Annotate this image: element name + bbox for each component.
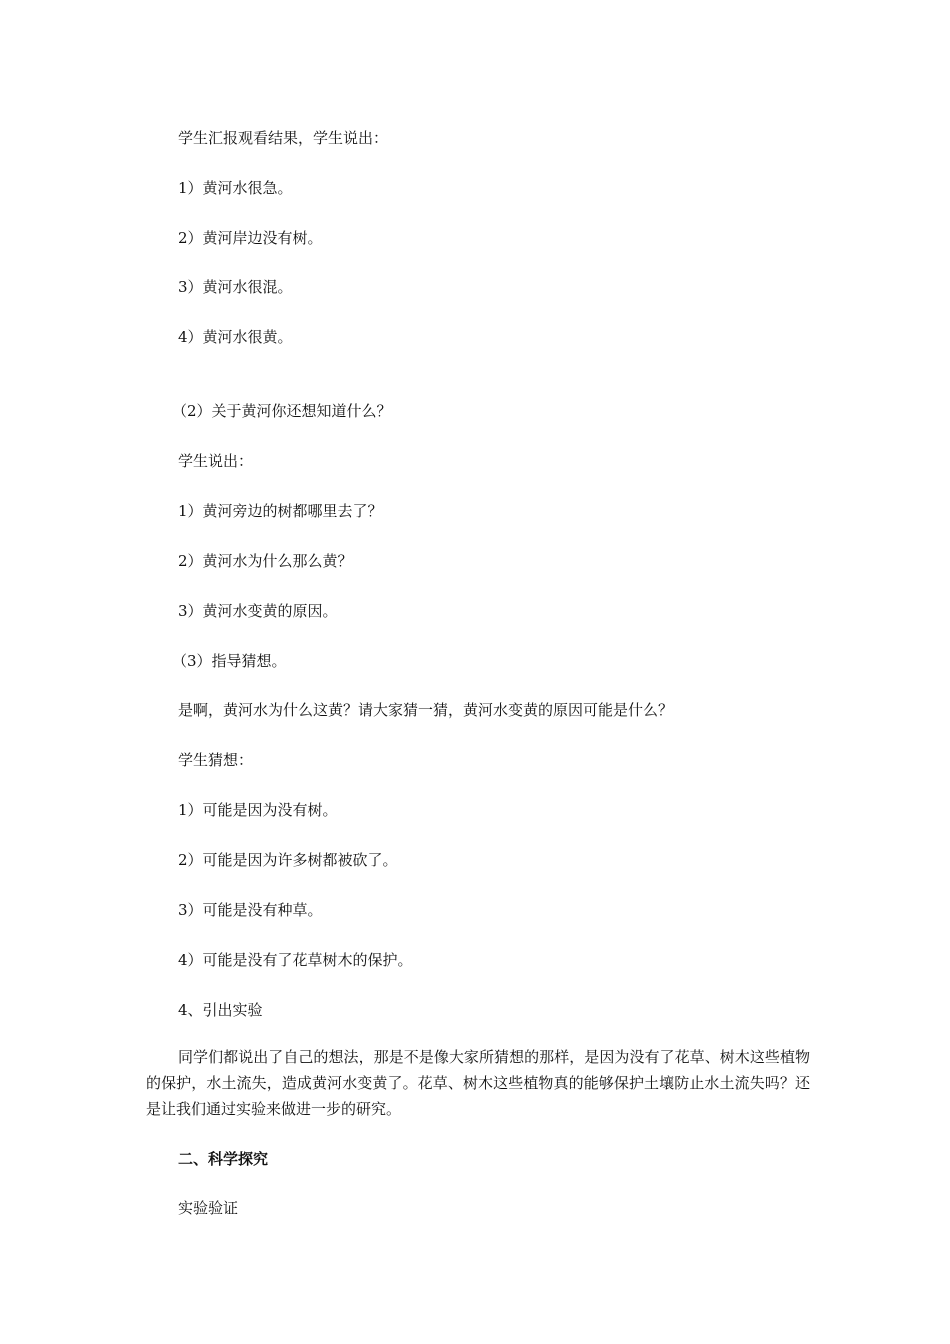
text-line: 2）可能是因为许多树都被砍了。: [178, 851, 398, 869]
text-line: 3）可能是没有种草。: [178, 901, 323, 919]
text-line: （3）指导猜想。: [172, 652, 287, 670]
text-line: 4）可能是没有了花草树木的保护。: [178, 951, 413, 969]
text-line: 学生汇报观看结果，学生说出：: [178, 129, 389, 147]
text-line: 3）黄河水变黄的原因。: [178, 602, 338, 620]
text-line: （2）关于黄河你还想知道什么？: [172, 402, 392, 420]
text-line: 1）黄河旁边的树都哪里去了？: [178, 502, 383, 520]
text-line: 2）黄河岸边没有树。: [178, 229, 323, 247]
text-line: 3）黄河水很混。: [178, 278, 293, 296]
text-line: 实验验证: [178, 1199, 239, 1217]
text-line: 4）黄河水很黄。: [178, 328, 293, 346]
text-line: 是啊，黄河水为什么这黄？请大家猜一猜，黄河水变黄的原因可能是什么？: [178, 701, 674, 719]
text-line: 2）黄河水为什么那么黄？: [178, 552, 353, 570]
text-line: 1）黄河水很急。: [178, 179, 293, 197]
text-line: 学生说出：: [178, 452, 254, 470]
text-line: 4、引出实验: [178, 1001, 263, 1019]
section-heading: 二、科学探究: [178, 1150, 269, 1168]
body-paragraph: 同学们都说出了自己的想法，那是不是像大家所猜想的那样，是因为没有了花草、树木这些植物的保护，水土流失，造成黄河水变黄了。花草、树木这些植物真的能够保护土壤防止水土流失吗？还是让我们通过实验来做进一步的研究。: [146, 1048, 810, 1118]
text-line: 学生猜想：: [178, 751, 254, 769]
text-line: 1）可能是因为没有树。: [178, 801, 338, 819]
